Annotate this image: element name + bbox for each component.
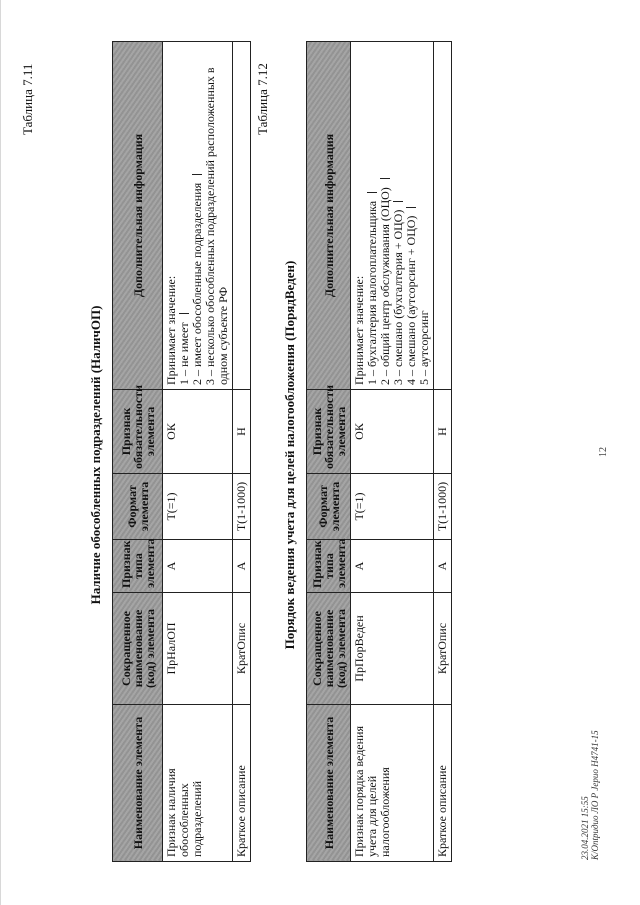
table-1-title: Наличие обособленных подразделений (НаличОП) bbox=[88, 305, 103, 605]
cell-required: Н bbox=[434, 390, 452, 474]
cell-format: T(1-1000) bbox=[233, 474, 251, 540]
col-header-format: Формат элемента bbox=[307, 474, 351, 540]
cell-code: ПрПорВеден bbox=[351, 593, 434, 705]
cell-name: Признак порядка ведения учета для целей налогообложения bbox=[351, 705, 434, 862]
col-header-type: Признак типа элемента bbox=[113, 540, 163, 593]
cell-type: А bbox=[163, 540, 233, 593]
info-option: 4 – смешано (аутсорсинг + ОЦО) bbox=[405, 46, 418, 385]
col-header-format: Формат элемента bbox=[113, 474, 163, 540]
cell-type: А bbox=[434, 540, 452, 593]
info-intro: Принимает значение: bbox=[352, 275, 366, 385]
stamp-id: К/Ontpuдuo ЛО Р Jepuo H4741-15 bbox=[590, 730, 600, 860]
cell-info bbox=[434, 42, 452, 390]
col-header-name: Наименование элемента bbox=[307, 705, 351, 862]
cell-name: Краткое описание bbox=[434, 705, 452, 862]
info-option: 3 – смешано (бухгалтерия + ОЦО) bbox=[392, 46, 405, 385]
info-option: 3 – несколько обособленных подразделений расположенных в одном субъекте РФ bbox=[203, 67, 230, 385]
cell-info bbox=[351, 42, 434, 390]
table-row bbox=[351, 42, 434, 862]
cell-code: КратОпис bbox=[434, 593, 452, 705]
cell-code: ПрНалОП bbox=[163, 593, 233, 705]
col-header-type: Признак типа элемента bbox=[307, 540, 351, 593]
col-header-info: Дополнительная информация bbox=[113, 42, 163, 390]
table-row bbox=[233, 42, 251, 862]
cell-info bbox=[233, 42, 251, 390]
cell-name: Краткое описание bbox=[233, 705, 251, 862]
cell-required: Н bbox=[233, 390, 251, 474]
table-2-title: Порядок ведения учета для целей налогообложения (ПорядВеден) bbox=[282, 260, 297, 650]
cell-info bbox=[163, 42, 233, 390]
table-2-number: Таблица 7.12 bbox=[255, 63, 270, 135]
cell-format: T(=1) bbox=[351, 474, 434, 540]
info-option: 5 – аутсорсинг bbox=[417, 310, 431, 385]
col-header-info: Дополнительная информация bbox=[307, 42, 351, 390]
info-option: 2 – имеет обособленные подразделения bbox=[191, 46, 204, 385]
cell-type: А bbox=[351, 540, 434, 593]
cell-required: ОК bbox=[163, 390, 233, 474]
info-intro: Принимает значение: bbox=[164, 275, 178, 385]
info-option: 2 – общий центр обслуживания (ОЦО) bbox=[379, 46, 392, 385]
cell-name: Признак наличия обособленных подразделений bbox=[163, 705, 233, 862]
cell-required: ОК bbox=[351, 390, 434, 474]
col-header-required: Признак обязательности элемента bbox=[307, 390, 351, 474]
table-1-number: Таблица 7.11 bbox=[20, 63, 35, 135]
cell-format: T(1-1000) bbox=[434, 474, 452, 540]
col-header-code: Сокращенное наименование (код) элемента bbox=[307, 593, 351, 705]
page-number: 12 bbox=[598, 447, 609, 457]
col-header-name: Наименование элемента bbox=[113, 705, 163, 862]
cell-type: А bbox=[233, 540, 251, 593]
cell-format: T(=1) bbox=[163, 474, 233, 540]
col-header-code: Сокращенное наименование (код) элемента bbox=[113, 593, 163, 705]
cell-code: КратОпис bbox=[233, 593, 251, 705]
stamp-date: 23.04.2021 15:55 bbox=[580, 796, 590, 860]
info-option: 1 – бухгалтерия налогоплательщика bbox=[366, 46, 379, 385]
table-1 bbox=[112, 41, 251, 862]
table-row bbox=[163, 42, 233, 862]
table-2 bbox=[306, 41, 452, 862]
table-row bbox=[434, 42, 452, 862]
document-stamp bbox=[580, 730, 600, 860]
col-header-required: Признак обязательности элемента bbox=[113, 390, 163, 474]
info-option: 1 – не имеет bbox=[178, 46, 191, 385]
